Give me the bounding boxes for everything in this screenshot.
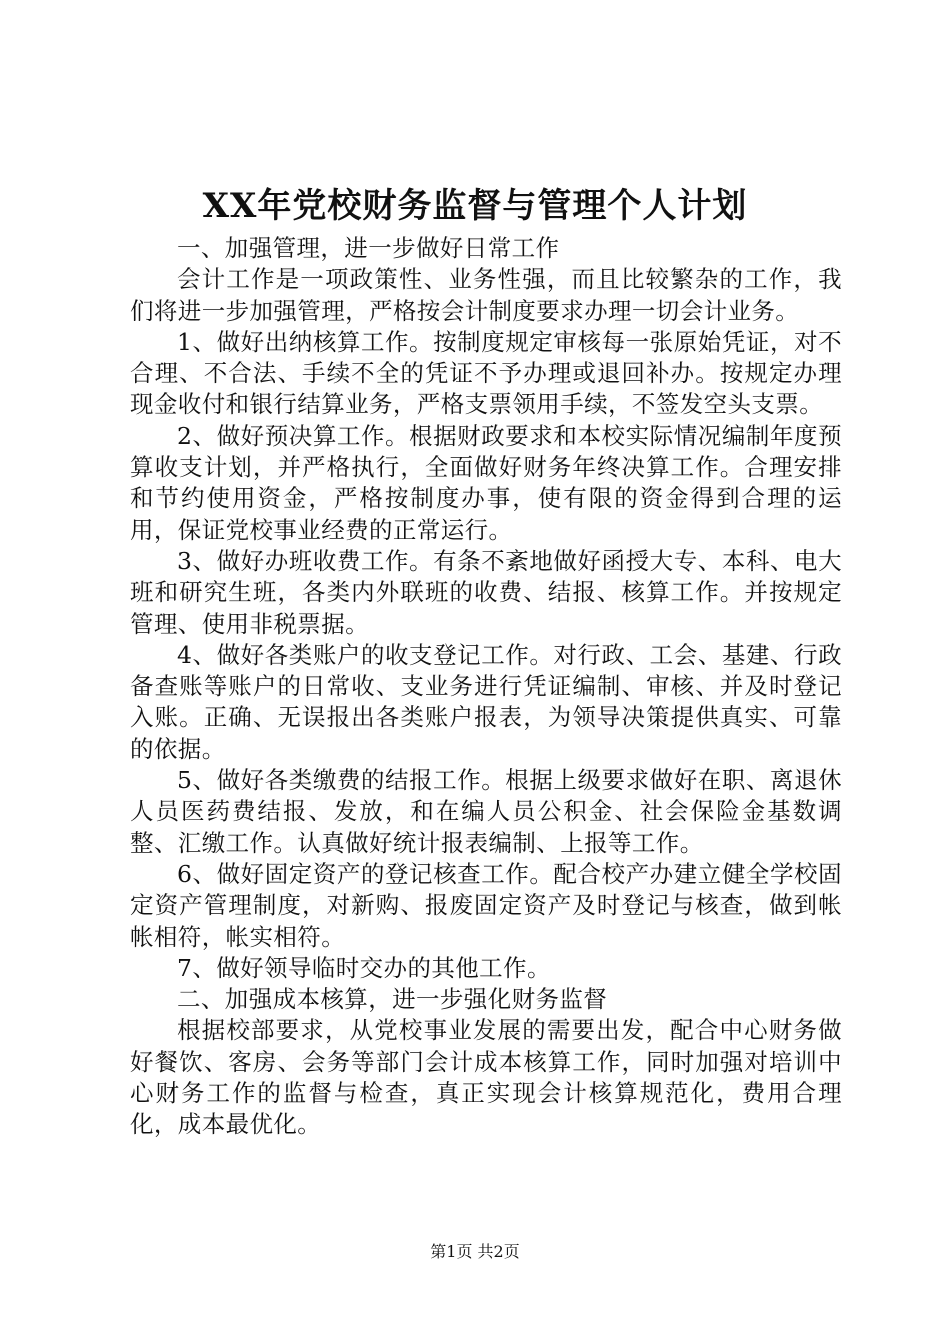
paragraph-item-6: 6、做好固定资产的登记核查工作。配合校产办建立健全学校固定资产管理制度，对新购、报废固定资产及时登记与核查，做到帐帐相符，帐实相符。 — [130, 859, 842, 951]
page-number-footer: 第1页 共2页 — [430, 1242, 520, 1261]
paragraph-item-1: 1、做好出纳核算工作。按制度规定审核每一张原始凭证，对不合理、不合法、手续不全的凭证不予办理或退回补办。按规定办理现金收付和银行结算业务，严格支票领用手续，不签发空头支票。 — [130, 327, 842, 419]
paragraph-item-2: 2、做好预决算工作。根据财政要求和本校实际情况编制年度预算收支计划，并严格执行，全面做好财务年终决算工作。合理安排和节约使用资金，严格按制度办事，使有限的资金得到合理的运用，保证党校事业经费的正常运行。 — [130, 421, 842, 544]
section-heading-2: 二、加强成本核算，进一步强化财务监督 — [177, 985, 608, 1014]
paragraph-item-7: 7、做好领导临时交办的其他工作。 — [177, 953, 551, 982]
document-body — [130, 233, 842, 1141]
paragraph-section-2: 根据校部要求，从党校事业发展的需要出发，配合中心财务做好餐饮、客房、会务等部门会计成本核算工作，同时加强对培训中心财务工作的监督与检查，真正实现会计核算规范化，费用合理化，成本最优化。 — [130, 1016, 842, 1139]
document-title: XX年党校财务监督与管理个人计划 — [202, 186, 748, 226]
paragraph-item-5: 5、做好各类缴费的结报工作。根据上级要求做好在职、离退休人员医药费结报、发放，和在编人员公积金、社会保险金基数调整、汇缴工作。认真做好统计报表编制、上报等工作。 — [130, 766, 842, 857]
paragraph-item-3: 3、做好办班收费工作。有条不紊地做好函授大专、本科、电大班和研究生班，各类内外联班的收费、结报、核算工作。并按规定管理、使用非税票据。 — [130, 546, 842, 638]
paragraph-intro: 会计工作是一项政策性、业务性强，而且比较繁杂的工作，我们将进一步加强管理，严格按会计制度要求办理一切会计业务。 — [130, 265, 842, 325]
paragraph-item-4: 4、做好各类账户的收支登记工作。对行政、工会、基建、行政备查账等账户的日常收、支业务进行凭证编制、审核、并及时登记入账。正确、无误报出各类账户报表，为领导决策提供真实、可靠的依据。 — [130, 640, 842, 763]
section-heading-1: 一、加强管理，进一步做好日常工作 — [177, 234, 560, 262]
